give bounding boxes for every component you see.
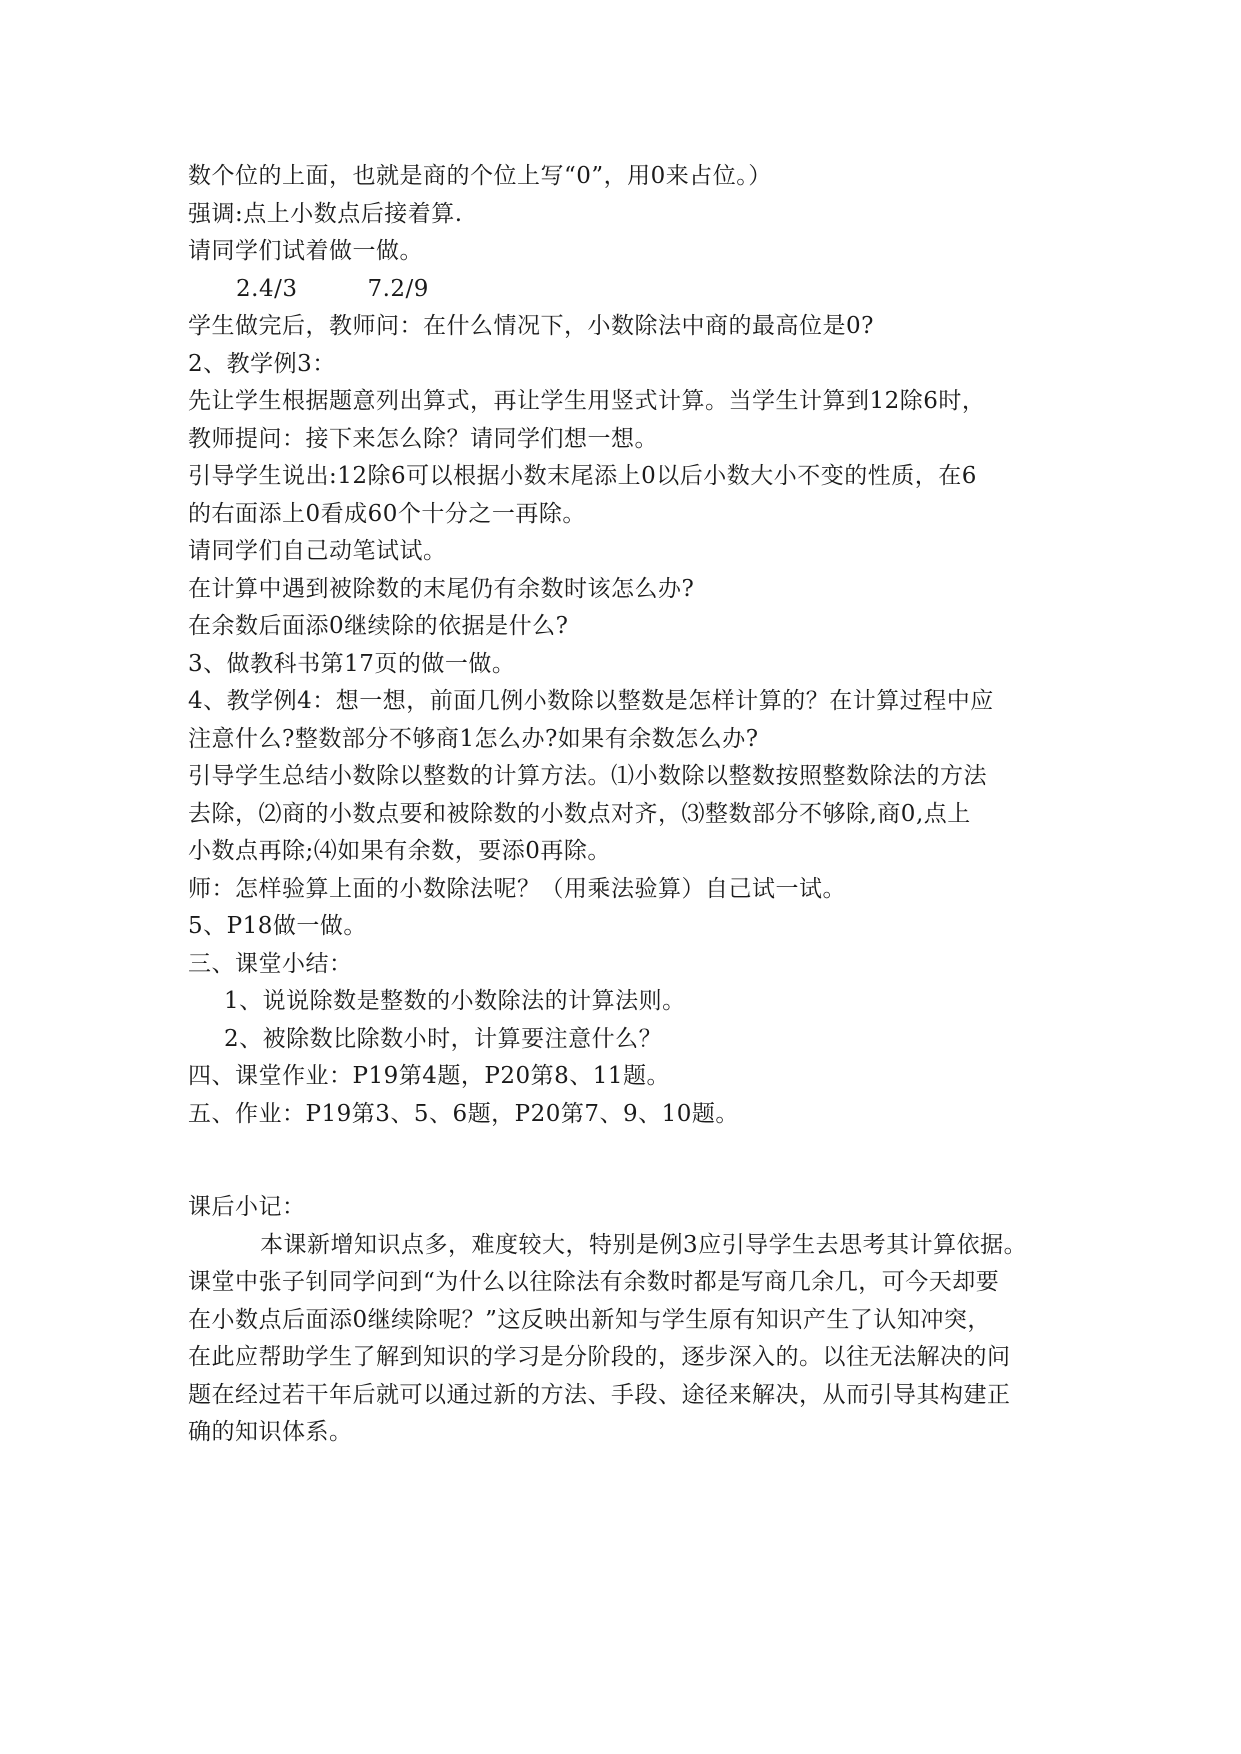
text-line: 教师提问：接下来怎么除？请同学们想一想。 [188, 425, 658, 452]
section-heading: 3、做教科书第17页的做一做。 [188, 650, 516, 677]
summary-item: 1、说说除数是整数的小数除法的计算法则。 [224, 988, 686, 1014]
text-line: 引导学生说出:12除6可以根据小数末尾添上0以后小数大小不变的性质，在6 [188, 463, 977, 489]
example-expression: 7.2/9 [367, 275, 429, 302]
section-heading: 五、作业：P19第3、5、6题，P20第7、9、10题。 [188, 1100, 739, 1127]
text-line: 数个位的上面，也就是商的个位上写“0”，用0来占位。） [188, 163, 772, 189]
example-expression: 2.4/3 [236, 275, 298, 302]
text-line: 的右面添上0看成60个十分之一再除。 [188, 500, 586, 527]
text-line: 学生做完后，教师问：在什么情况下，小数除法中商的最高位是0? [188, 313, 874, 339]
afterword-line: 本课新增知识点多，难度较大，特别是例3应引导学生去思考其计算依据。 [260, 1231, 1028, 1258]
afterword-line: 课堂中张子钊同学问到“为什么以往除法有余数时都是写商几余几，可今天却要 [188, 1269, 1000, 1295]
afterword-line: 确的知识体系。 [188, 1419, 353, 1445]
afterword-line: 题在经过若干年后就可以通过新的方法、手段、途径来解决，从而引导其构建正 [188, 1381, 1011, 1408]
document-body [188, 158, 1068, 1452]
section-heading: 三、课堂小结： [188, 950, 353, 977]
text-line: 请同学们试着做一做。 [188, 238, 423, 264]
section-heading: 2、教学例3： [188, 350, 336, 377]
section-heading: 4、教学例4：想一想，前面几例小数除以整数是怎样计算的？在计算过程中应 [188, 688, 994, 714]
practice-examples [188, 271, 1068, 309]
text-line: 在余数后面添0继续除的依据是什么? [188, 613, 569, 639]
spacer [188, 1133, 1068, 1189]
text-line: 先让学生根据题意列出算式，再让学生用竖式计算。当学生计算到12除6时， [188, 388, 986, 414]
text-line: 强调:点上小数点后接着算. [188, 200, 463, 227]
text-line: 在计算中遇到被除数的末尾仍有余数时该怎么办? [188, 575, 695, 602]
afterword-line: 在此应帮助学生了解到知识的学习是分阶段的，逐步深入的。以往无法解决的问 [188, 1344, 1011, 1370]
summary-item: 2、被除数比除数小时，计算要注意什么？ [224, 1025, 663, 1052]
text-line: 注意什么?整数部分不够商1怎么办?如果有余数怎么办? [188, 725, 759, 752]
text-line: 引导学生总结小数除以整数的计算方法。⑴小数除以整数按照整数除法的方法 [188, 763, 987, 789]
afterword-line: 在小数点后面添0继续除呢？”这反映出新知与学生原有知识产生了认知冲突， [188, 1306, 991, 1333]
text-line: 小数点再除;⑷如果有余数，要添0再除。 [188, 838, 611, 864]
text-line: 去除，⑵商的小数点要和被除数的小数点对齐，⑶整数部分不够除,商0,点上 [188, 800, 971, 827]
text-line: 请同学们自己动笔试试。 [188, 538, 447, 564]
afterword-heading: 课后小记： [188, 1194, 306, 1220]
text-line: 师：怎样验算上面的小数除法呢？（用乘法验算）自己试一试。 [188, 875, 846, 902]
section-heading: 四、课堂作业：P19第4题，P20第8、11题。 [188, 1063, 671, 1089]
section-heading: 5、P18做一做。 [188, 913, 367, 939]
